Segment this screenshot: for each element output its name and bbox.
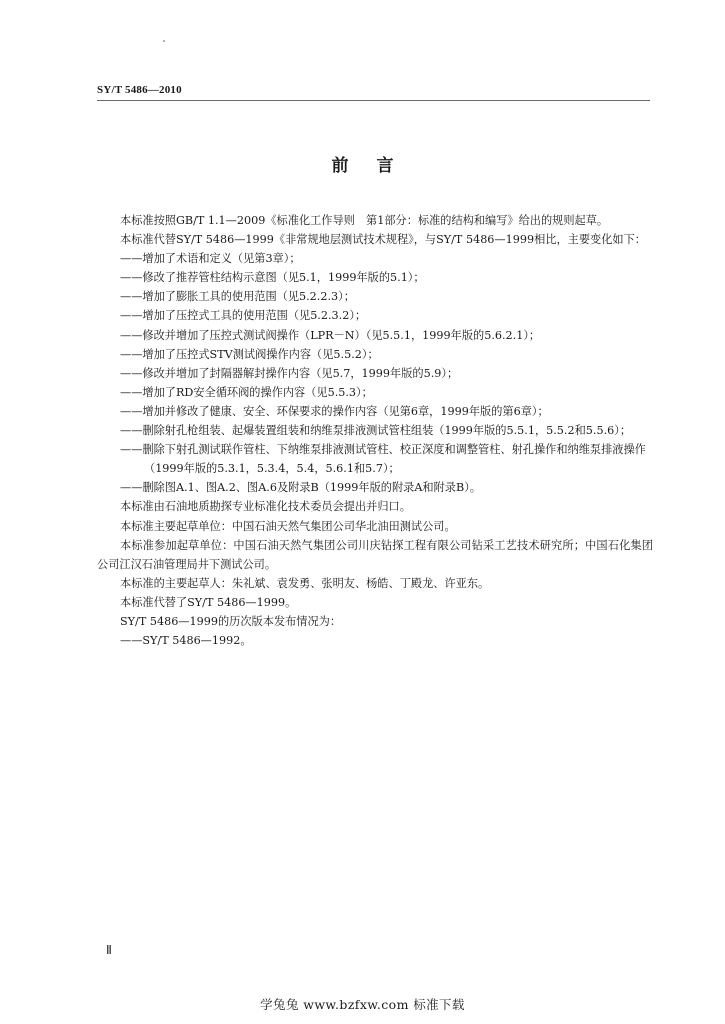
list-item: ——删除图A.1、图A.2、图A.6及附录B（1999年版的附录A和附录B）。 bbox=[120, 481, 481, 495]
list-item: ——删除射孔枪组装、起爆装置组装和纳维泵排液测试管柱组装（1999年版的5.5.1，5.5.2和5.5.6）； bbox=[120, 424, 632, 438]
header-rule bbox=[97, 100, 650, 101]
document-code: SY/T 5486—2010 bbox=[97, 84, 182, 96]
changes-list bbox=[97, 249, 653, 497]
site-footer: 学兔兔 www.bzfxw.com 标准下载 bbox=[260, 997, 465, 1012]
list-item: ——增加了膨胀工具的使用范围（见5.2.2.3）； bbox=[120, 290, 355, 304]
paragraph-history-intro: SY/T 5486—1999的历次版本发布情况为： bbox=[120, 614, 342, 628]
paragraph-drafters: 本标准的主要起草人：朱礼斌、袁发勇、张明友、杨皓、丁殿龙、许亚东。 bbox=[120, 576, 490, 590]
paragraph-drafting-rules: 本标准按照GB/T 1.1—2009《标准化工作导则 第1部分：标准的结构和编写》给出的规则起草。 bbox=[120, 214, 609, 227]
list-item: ——增加并修改了健康、安全、环保要求的操作内容（见第6章，1999年版的第6章）； bbox=[120, 404, 549, 418]
foreword-body bbox=[97, 211, 653, 650]
list-item: ——增加了术语和定义（见第3章）； bbox=[120, 252, 301, 266]
paragraph-proposer: 本标准由石油地质勘探专业标准化技术委员会提出并归口。 bbox=[120, 500, 411, 514]
paragraph-supersedes: 本标准代替了SY/T 5486—1999。 bbox=[120, 595, 297, 609]
history-item: ——SY/T 5486—1992。 bbox=[120, 634, 252, 648]
paragraph-main-drafter: 本标准主要起草单位：中国石油天然气集团公司华北油田测试公司。 bbox=[120, 519, 456, 533]
list-item: ——增加了RD安全循环阀的操作内容（见5.5.3）； bbox=[120, 385, 373, 399]
paragraph-replaces: 本标准代替SY/T 5486—1999《非常规地层测试技术规程》，与SY/T 5486—1999相比，主要变化如下： bbox=[120, 233, 646, 247]
scan-speck bbox=[163, 40, 165, 42]
list-item: ——删除下射孔测试联作管柱、下纳维泵排液测试管柱、校正深度和调整管柱、射孔操作和纳维泵排液操作（1999年版的5.3.1，5.3.4，5.4，5.6.1和5.7）； bbox=[120, 443, 646, 476]
list-item: ——修改了推荐管柱结构示意图（见5.1，1999年版的5.1）； bbox=[120, 271, 425, 285]
list-item: ——增加了压控式STV测试阀操作内容（见5.5.2）； bbox=[120, 347, 379, 361]
section-heading: 前言 bbox=[331, 156, 422, 176]
list-item: ——增加了压控式工具的使用范围（见5.2.3.2）； bbox=[120, 309, 367, 323]
paragraph-participating-drafters: 本标准参加起草单位：中国石油天然气集团公司川庆钻探工程有限公司钻采工艺技术研究所；中国石化集团公司江汉石油管理局井下测试公司。 bbox=[97, 538, 653, 571]
list-item: ——修改并增加了压控式测试阀操作（LPR－N）（见5.5.1，1999年版的5.6.2.1）； bbox=[120, 328, 541, 342]
page-number: Ⅱ bbox=[106, 943, 112, 957]
list-item: ——修改并增加了封隔器解封操作内容（见5.7，1999年版的5.9）； bbox=[120, 366, 459, 380]
